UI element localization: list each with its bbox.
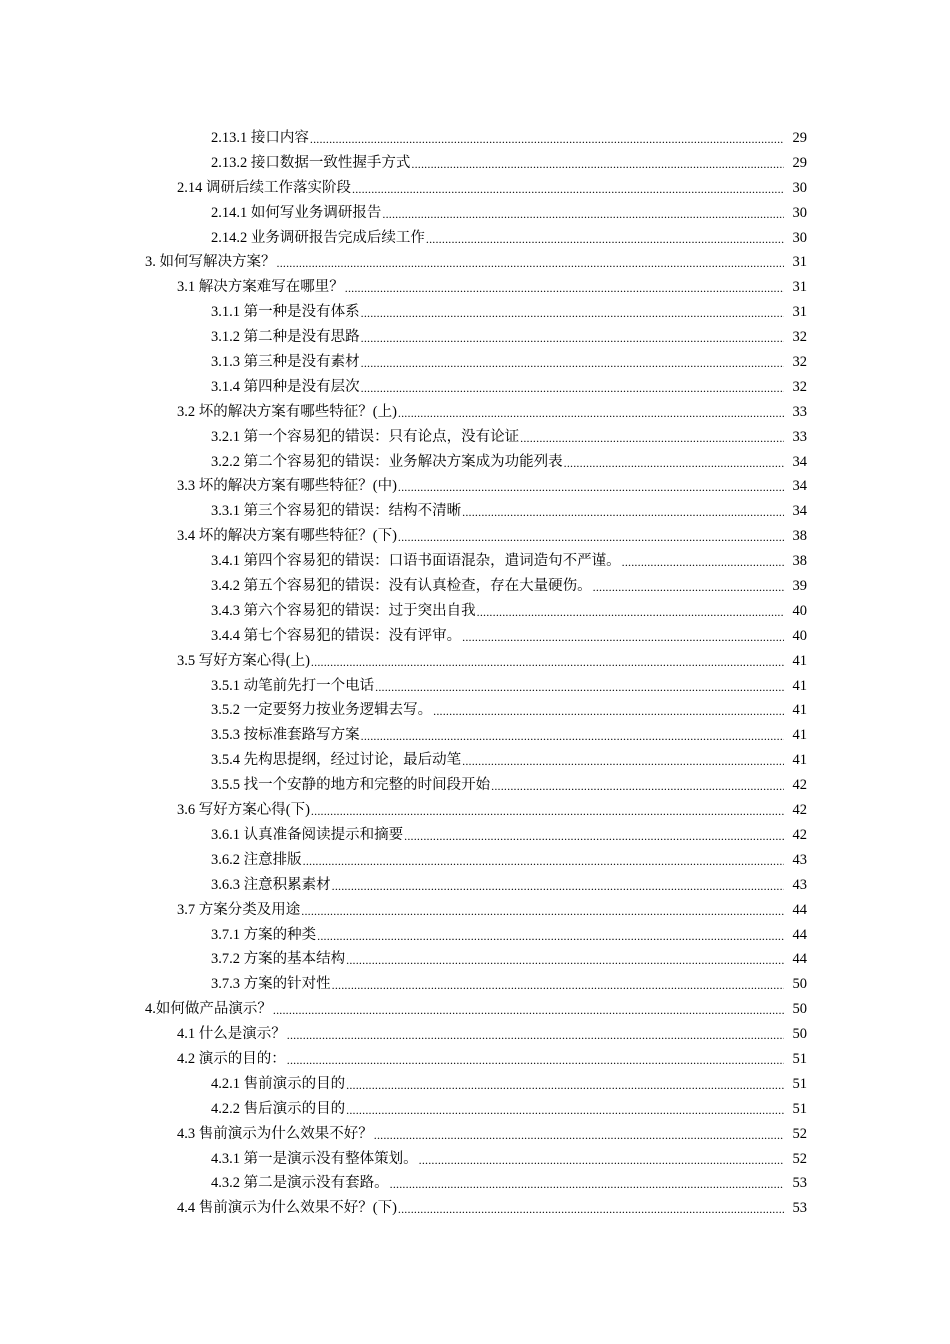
toc-entry[interactable] [0,300,950,325]
toc-entry-page-number: 29 [792,154,807,171]
toc-entry[interactable] [0,873,950,898]
toc-entry-page-number: 44 [792,926,807,943]
toc-entry-page-number: 53 [792,1175,807,1192]
toc-dot-leader [332,873,784,898]
toc-entry[interactable] [0,350,950,375]
toc-entry[interactable] [0,450,950,475]
toc-entry-title: 3. 如何写解决方案？ [145,254,276,271]
toc-entry-title: 4.如何做产品演示？ [145,1001,272,1018]
toc-entry-page-number: 43 [792,851,807,868]
toc-entry-title: 3.7 方案分类及用途 [177,901,301,918]
toc-entry-title: 2.13.2 接口数据一致性握手方式 [211,154,411,171]
toc-entry-page-number: 29 [792,130,807,146]
toc-entry-title: 3.6 写好方案心得(下) [177,802,310,819]
toc-entry-title: 2.14.1 如何写业务调研报告 [211,204,382,221]
toc-entry-page-number: 33 [792,403,807,420]
toc-entry-title: 3.5.5 找一个安静的地方和完整的时间段开始 [211,777,491,794]
toc-entry-page-number: 34 [792,453,807,470]
toc-entry[interactable] [0,1171,950,1196]
toc-entry-title: 3.3 坏的解决方案有哪些特征？(中) [177,478,397,495]
toc-entry[interactable] [0,325,950,350]
toc-entry-title: 3.5 写好方案心得(上) [177,652,310,669]
toc-dot-leader [361,375,784,400]
toc-entry-page-number: 40 [792,602,807,619]
toc-entry[interactable] [0,773,950,798]
toc-entry-page-number: 41 [792,652,807,669]
toc-entry-title: 2.14.2 业务调研报告完成后续工作 [211,229,425,246]
toc-entry-page-number: 31 [792,254,807,271]
toc-dot-leader [310,126,784,151]
toc-entry-page-number: 30 [792,204,807,221]
toc-entry[interactable] [0,499,950,524]
toc-dot-leader [382,201,784,226]
toc-entry-page-number: 44 [792,951,807,968]
toc-entry-title: 3.4.1 第四个容易犯的错误：口语书面语混杂，遣词造句不严谨。 [211,553,621,570]
toc-entry[interactable] [0,997,950,1022]
toc-entry[interactable] [0,723,950,748]
toc-entry-title: 4.4 售前演示为什么效果不好？(下) [177,1200,397,1217]
toc-dot-leader [520,425,784,450]
toc-entry-title: 3.1.2 第二种是没有思路 [211,329,360,346]
toc-entry[interactable] [0,400,950,425]
toc-entry-page-number: 42 [792,826,807,843]
toc-entry-page-number: 43 [792,876,807,893]
toc-dot-leader [361,300,784,325]
toc-dot-leader [346,1072,784,1097]
toc-entry-page-number: 31 [792,279,807,296]
toc-entry[interactable] [0,947,950,972]
toc-entry-title: 4.2 演示的目的： [177,1050,286,1067]
toc-entry-page-number: 51 [792,1050,807,1067]
toc-entry[interactable] [0,226,950,251]
toc-dot-leader [398,400,784,425]
toc-entry[interactable] [0,748,950,773]
toc-entry-page-number: 50 [792,1026,807,1043]
toc-entry[interactable] [0,649,950,674]
toc-dot-leader [433,698,784,723]
toc-entry-title: 3.4.2 第五个容易犯的错误：没有认真检查，存在大量硬伤。 [211,578,592,595]
toc-dot-leader [346,947,784,972]
toc-entry[interactable] [0,275,950,300]
toc-entry[interactable] [0,151,950,176]
toc-dot-leader [311,798,784,823]
toc-entry-title: 4.1 什么是演示？ [177,1026,286,1043]
toc-entry[interactable] [0,176,950,201]
toc-entry[interactable] [0,375,950,400]
toc-dot-leader [352,176,784,201]
toc-entry-page-number: 32 [792,329,807,346]
toc-entry[interactable] [0,923,950,948]
toc-entry-page-number: 34 [792,478,807,495]
toc-dot-leader [277,250,785,275]
toc-entry-title: 4.3.2 第二是演示没有套路。 [211,1175,389,1192]
toc-entry-page-number: 44 [792,901,807,918]
toc-entry[interactable] [0,823,950,848]
toc-entry-page-number: 39 [792,578,807,595]
toc-dot-leader [564,450,784,475]
toc-dot-leader [404,823,784,848]
toc-entry[interactable] [0,599,950,624]
toc-dot-leader [332,972,784,997]
toc-entry[interactable] [0,201,950,226]
toc-entry-title: 3.1 解决方案难写在哪里？ [177,279,344,296]
toc-entry-title: 2.14 调研后续工作落实阶段 [177,179,351,196]
toc-entry-title: 3.5.2 一定要努力按业务逻辑去写。 [211,702,433,719]
toc-entry[interactable] [0,848,950,873]
toc-entry-page-number: 34 [792,503,807,520]
toc-entry-title: 2.13.1 接口内容 [211,130,309,146]
toc-dot-leader [398,1196,784,1221]
toc-entry-page-number: 38 [792,553,807,570]
toc-dot-leader [361,723,784,748]
toc-dot-leader [287,1022,784,1047]
toc-entry-page-number: 41 [792,677,807,694]
toc-entry[interactable] [0,798,950,823]
toc-entry-title: 3.6.1 认真准备阅读提示和摘要 [211,826,404,843]
toc-entry-title: 3.5.3 按标准套路写方案 [211,727,360,744]
toc-entry-title: 3.6.3 注意积累素材 [211,876,331,893]
toc-entry-page-number: 52 [792,1125,807,1142]
toc-dot-leader [477,599,784,624]
toc-entry[interactable] [0,698,950,723]
toc-entry-title: 3.7.3 方案的针对性 [211,976,331,993]
toc-entry[interactable] [0,574,950,599]
toc-entry-title: 3.4.3 第六个容易犯的错误：过于突出自我 [211,602,476,619]
toc-entry-title: 3.4 坏的解决方案有哪些特征？(下) [177,528,397,545]
toc-entry[interactable] [0,898,950,923]
toc-entry-title: 4.2.1 售前演示的目的 [211,1075,346,1092]
toc-entry-page-number: 50 [792,976,807,993]
toc-entry-title: 3.1.4 第四种是没有层次 [211,378,360,395]
toc-entry[interactable] [0,126,950,151]
toc-entry[interactable] [0,1122,950,1147]
toc-entry-title: 3.3.1 第三个容易犯的错误：结构不清晰 [211,503,462,520]
toc-entry-page-number: 33 [792,428,807,445]
toc-dot-leader [419,1147,784,1172]
toc-entry-page-number: 41 [792,727,807,744]
toc-entry-title: 3.1.3 第三种是没有素材 [211,354,360,371]
toc-dot-leader [491,773,784,798]
toc-dot-leader [398,474,784,499]
toc-entry-title: 4.3.1 第一是演示没有整体策划。 [211,1150,418,1167]
toc-entry-title: 3.5.4 先构思提纲，经过讨论，最后动笔 [211,752,462,769]
toc-entry-title: 4.2.2 售后演示的目的 [211,1100,346,1117]
toc-dot-leader [345,275,784,300]
toc-entry-title: 4.3 售前演示为什么效果不好？ [177,1125,373,1142]
toc-dot-leader [374,1122,784,1147]
toc-dot-leader [390,1171,784,1196]
toc-dot-leader [346,1097,784,1122]
toc-entry-title: 3.7.1 方案的种类 [211,926,317,943]
toc-entry[interactable] [0,474,950,499]
toc-entry-title: 3.6.2 注意排版 [211,851,302,868]
toc-entry-page-number: 50 [792,1001,807,1018]
toc-entry[interactable] [0,1022,950,1047]
toc-entry-title: 3.5.1 动笔前先打一个电话 [211,677,375,694]
toc-entry[interactable] [0,1196,950,1221]
toc-dot-leader [411,151,784,176]
toc-entry-page-number: 40 [792,627,807,644]
toc-entry-page-number: 30 [792,179,807,196]
toc-entry-page-number: 31 [792,304,807,321]
toc-dot-leader [287,1047,784,1072]
toc-dot-leader [317,923,784,948]
toc-entry-title: 3.7.2 方案的基本结构 [211,951,346,968]
toc-entry-page-number: 42 [792,802,807,819]
toc-entry-page-number: 51 [792,1075,807,1092]
toc-dot-leader [426,226,784,251]
toc-entry[interactable] [0,549,950,574]
toc-entry[interactable] [0,1147,950,1172]
toc-entry[interactable] [0,972,950,997]
toc-dot-leader [462,748,784,773]
toc-entry[interactable] [0,425,950,450]
toc-dot-leader [462,624,784,649]
toc-entry[interactable] [0,524,950,549]
toc-entry-page-number: 32 [792,354,807,371]
toc-dot-leader [301,898,784,923]
toc-entry-page-number: 53 [792,1200,807,1217]
toc-entry[interactable] [0,1072,950,1097]
toc-entry-page-number: 42 [792,777,807,794]
toc-entry[interactable] [0,1097,950,1122]
toc-entry[interactable] [0,250,950,275]
toc-dot-leader [303,848,784,873]
toc-entry-title: 3.4.4 第七个容易犯的错误：没有评审。 [211,627,462,644]
toc-entry-title: 3.2.1 第一个容易犯的错误：只有论点，没有论证 [211,428,520,445]
toc-entry-title: 3.2.2 第二个容易犯的错误：业务解决方案成为功能列表 [211,453,563,470]
toc-entry-page-number: 51 [792,1100,807,1117]
toc-dot-leader [622,549,784,574]
toc-entry[interactable] [0,1047,950,1072]
toc-entry-page-number: 38 [792,528,807,545]
toc-dot-leader [398,524,784,549]
toc-dot-leader [361,325,784,350]
toc-entry[interactable] [0,624,950,649]
toc-entry-page-number: 52 [792,1150,807,1167]
toc-entry-page-number: 41 [792,752,807,769]
toc-entry-page-number: 41 [792,702,807,719]
toc-entry-title: 3.1.1 第一种是没有体系 [211,304,360,321]
toc-dot-leader [273,997,784,1022]
toc-dot-leader [311,649,784,674]
toc-dot-leader [462,499,784,524]
toc-entry-page-number: 32 [792,378,807,395]
toc-entry-title: 3.2 坏的解决方案有哪些特征？(上) [177,403,397,420]
toc-entry-page-number: 30 [792,229,807,246]
toc-entry[interactable] [0,674,950,699]
toc-dot-leader [361,350,784,375]
table-of-contents [0,126,950,1221]
toc-dot-leader [375,674,784,699]
toc-dot-leader [593,574,784,599]
